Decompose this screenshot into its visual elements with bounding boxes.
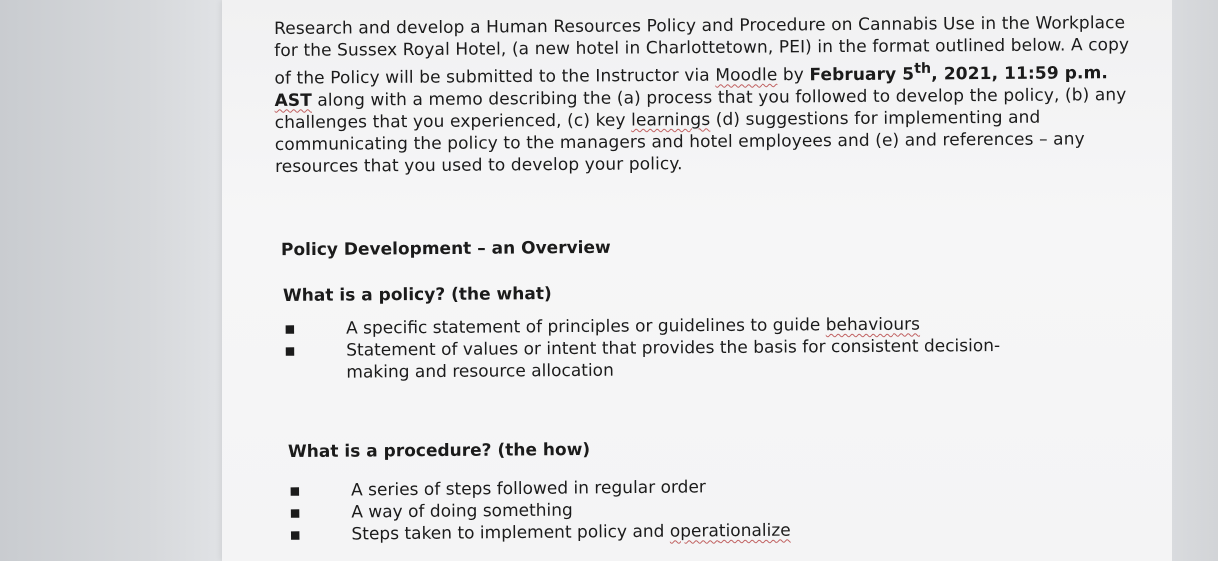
list-item-text: A specific statement of principles or guidelines to guide: [346, 315, 826, 339]
policy-list: [284, 313, 1044, 384]
list-item-text: Statement of values or intent that provides the basis for consistent decision-making and resource allocation: [346, 336, 1001, 383]
document-content: [274, 12, 1135, 178]
deadline-timezone: AST: [274, 90, 312, 111]
policy-heading: What is a policy? (the what): [282, 284, 552, 306]
deadline-date-text: February 5: [809, 64, 915, 85]
deadline-time: , 2021, 11:59 p.m.: [931, 62, 1109, 85]
bullet-icon: ▪: [284, 318, 296, 339]
list-item-text: A way of doing something: [351, 500, 573, 523]
bullet-icon: ▪: [289, 502, 301, 523]
bullet-icon: ▪: [289, 480, 301, 501]
intro-text-2: by: [777, 64, 810, 86]
list-item-text: A series of steps followed in regular order: [351, 477, 706, 501]
list-item: [284, 335, 1046, 384]
list-item-text: Steps taken to implement policy and: [351, 521, 670, 545]
overview-heading: Policy Development – an Overview: [280, 237, 611, 261]
procedure-heading: What is a procedure? (the how): [287, 439, 591, 463]
intro-text-4: (d) suggestions for implementing and communicating the policy to the managers and hotel employees and (e) and references – any resources that you used to develop your policy.: [274, 107, 1085, 177]
deadline-date-suffix: th: [914, 60, 932, 77]
learnings-word: learnings: [631, 109, 711, 131]
intro-text-3: along with a memo describing the (a) process that you followed to develop the policy, (b) any challenges that you experienced, (c) key: [274, 84, 1127, 133]
moodle-word: Moodle: [715, 65, 778, 86]
bullet-icon: ▪: [289, 524, 302, 545]
intro-text-1: Research and develop a Human Resources Policy and Procedure on Cannabis Use in the Workplace for the Sussex Royal Hotel, (a new hotel in Charlottetown, PEI) in the format outlined below. A copy of the Policy will be submitted to the Instructor via: [274, 13, 1130, 89]
procedure-list: [289, 473, 1050, 546]
behaviours-word: behaviours: [825, 314, 921, 336]
intro-paragraph: [274, 12, 1135, 178]
right-margin: [1172, 0, 1218, 561]
bullet-icon: ▪: [284, 340, 296, 361]
operationalize-word: operationalize: [669, 520, 791, 542]
